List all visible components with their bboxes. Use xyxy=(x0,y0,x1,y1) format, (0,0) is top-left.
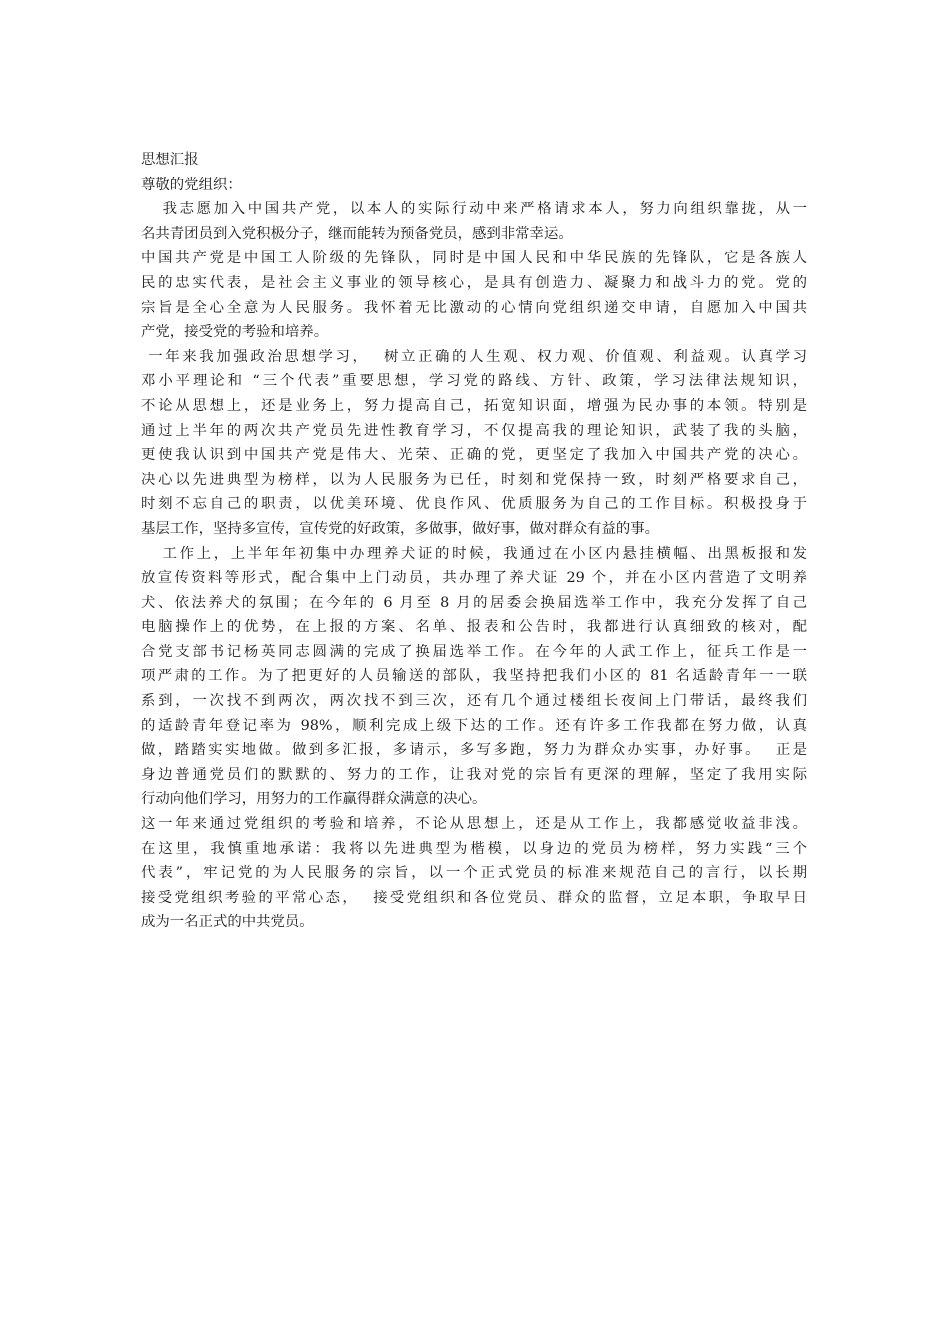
document-line: 通过上半年的两次共产党员先进性教育学习，不仅提高我的理论知识，武装了我的头脑， xyxy=(141,422,807,439)
document-line: 名共青团员到入党积极分子，继而能转为预备党员，感到非常幸运。 xyxy=(141,225,573,242)
document-line: 决心以先进典型为榜样，以为人民服务为已任，时刻和党保持一致，时刻严格要求自己， xyxy=(141,471,807,488)
document-line: 邓小平理论和 “三个代表”重要思想，学习党的路线、方针、政策，学习法律法规知识， xyxy=(141,373,807,390)
document-title: 思想汇报 xyxy=(141,152,199,168)
document-line: 我志愿加入中国共产党，以本人的实际行动中来严格请求本人，努力向组织靠拢，从一 xyxy=(141,201,807,218)
document-page xyxy=(141,148,807,935)
document-line: 项严肃的工作。为了把更好的人员输送的部队，我坚持把我们小区的 81 名适龄青年一一联 xyxy=(141,668,807,685)
document-line: 不论从思想上，还是业务上，努力提高自己，拓宽知识面，增强为民办事的本领。特别是 xyxy=(141,397,807,414)
document-line: 宗旨是全心全意为人民服务。我怀着无比激动的心情向党组织递交申请，自愿加入中国共 xyxy=(141,299,807,316)
document-line: 成为一名正式的中共党员。 xyxy=(141,914,314,931)
document-line: 工作上，上半年年初集中办理养犬证的时候，我通过在小区内悬挂横幅、出黑板报和发 xyxy=(141,545,807,562)
document-line: 系到，一次找不到两次，两次找不到三次，还有几个通过楼组长夜间上门带话，最终我们 xyxy=(141,693,807,710)
document-line: 的适龄青年登记率为 98%，顺利完成上级下达的工作。还有许多工作我都在努力做，认真 xyxy=(141,717,807,734)
document-line: 电脑操作上的优势，在上报的方案、名单、报表和公告时，我都进行认真细致的核对，配 xyxy=(141,619,807,636)
document-line: 行动向他们学习，用努力的工作赢得群众满意的决心。 xyxy=(141,791,487,808)
document-line: 更使我认识到中国共产党是伟大、光荣、正确的党，更坚定了我加入中国共产党的决心。 xyxy=(141,447,807,464)
document-line: 在这里，我慎重地承诺：我将以先进典型为楷模，以身边的党员为榜样，努力实践“三个 xyxy=(141,840,807,857)
document-line: 基层工作，坚持多宣传，宣传党的好政策，多做事，做好事，做对群众有益的事。 xyxy=(141,520,660,537)
document-line: 接受党组织考验的平常心态， 接受党组织和各位党员、群众的监督，立足本职，争取早日 xyxy=(141,889,807,906)
document-line: 这一年来通过党组织的考验和培养，不论从思想上，还是从工作上，我都感觉收益非浅。 xyxy=(141,816,807,833)
document-line: 时刻不忘自己的职责，以优美环境、优良作风、优质服务为自己的工作目标。积极投身于 xyxy=(141,496,807,513)
document-line: 产党，接受党的考验和培养。 xyxy=(141,324,329,341)
document-line: 一年来我加强政治思想学习， 树立正确的人生观、权力观、价值观、利益观。认真学习 xyxy=(141,348,807,365)
document-line: 合党支部书记杨英同志圆满的完成了换届选举工作。在今年的人武工作上，征兵工作是一 xyxy=(141,643,807,660)
document-line: 犬、依法养犬的氛围；在今年的 6 月至 8 月的居委会换届选举工作中，我充分发挥了自己 xyxy=(141,594,807,611)
salutation: 尊敬的党组织： xyxy=(141,176,242,193)
document-line: 身边普通党员们的默默的、努力的工作，让我对党的宗旨有更深的理解，坚定了我用实际 xyxy=(141,766,807,783)
document-line: 放宣传资料等形式，配合集中上门动员，共办理了养犬证 29 个，并在小区内营造了文明养 xyxy=(141,570,807,587)
document-body xyxy=(141,197,807,935)
document-line: 中国共产党是中国工人阶级的先锋队，同时是中国人民和中华民族的先锋队，它是各族人 xyxy=(141,250,807,267)
document-line: 民的忠实代表，是社会主义事业的领导核心，是具有创造力、凝聚力和战斗力的党。党的 xyxy=(141,274,807,291)
document-line: 做，踏踏实实地做。做到多汇报，多请示，多写多跑，努力为群众办实事，办好事。 正是 xyxy=(141,742,807,759)
document-line: 代表”，牢记党的为人民服务的宗旨，以一个正式党员的标准来规范自己的言行，以长期 xyxy=(141,865,807,882)
